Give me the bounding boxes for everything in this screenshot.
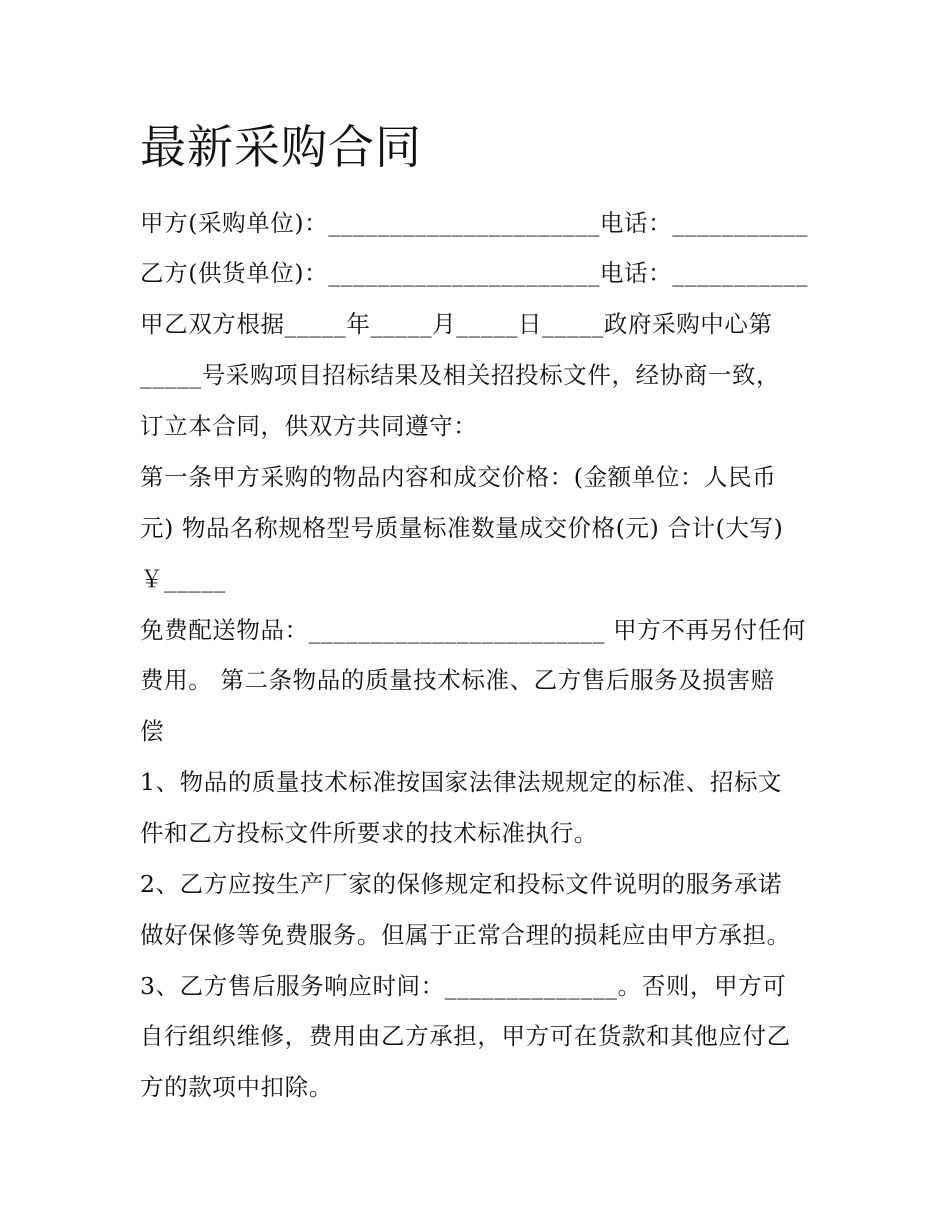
document-page xyxy=(140,0,820,1229)
text-line: _____号采购项目招标结果及相关招投标文件，经协商一致， xyxy=(140,361,781,389)
text-line: 2、乙方应按生产厂家的保修规定和投标文件说明的服务承诺 xyxy=(140,870,783,898)
text-line: 甲乙双方根据_____年_____月_____日_____政府采购中心第 xyxy=(140,310,773,338)
text-line: ￥_____ xyxy=(140,565,226,593)
text-line: 自行组织维修，费用由乙方承担，甲方可在货款和其他应付乙 xyxy=(140,1022,791,1050)
text-line: 3、乙方售后服务响应时间：______________。否则，甲方可 xyxy=(140,972,787,1000)
text-line: 费用。 第二条物品的质量技术标准、乙方售后服务及损害赔 xyxy=(140,666,775,694)
text-line: 方的款项中扣除。 xyxy=(140,1073,333,1101)
text-line: 件和乙方投标文件所要求的技术标准执行。 xyxy=(140,819,598,847)
text-line: 做好保修等免费服务。但属于正常合理的损耗应由甲方承担。 xyxy=(140,921,791,949)
text-line: 甲方(采购单位)：______________________电话：___________ xyxy=(140,209,809,237)
text-line: 偿 xyxy=(140,717,165,745)
text-line: 元) 物品名称规格型号质量标准数量成交价格(元) 合计(大写) xyxy=(140,514,784,542)
document-title: 最新采购合同 xyxy=(140,120,422,174)
text-line: 订立本合同，供双方共同遵守： xyxy=(140,412,478,440)
text-line: 乙方(供货单位)：______________________电话：___________ xyxy=(140,259,809,287)
text-line: 免费配送物品：________________________ 甲方不再另付任何 xyxy=(140,616,806,644)
text-line: 1、物品的质量技术标准按国家法律法规规定的标准、招标文 xyxy=(140,768,783,796)
text-line: 第一条甲方采购的物品内容和成交价格：(金额单位：人民币 xyxy=(140,463,777,491)
